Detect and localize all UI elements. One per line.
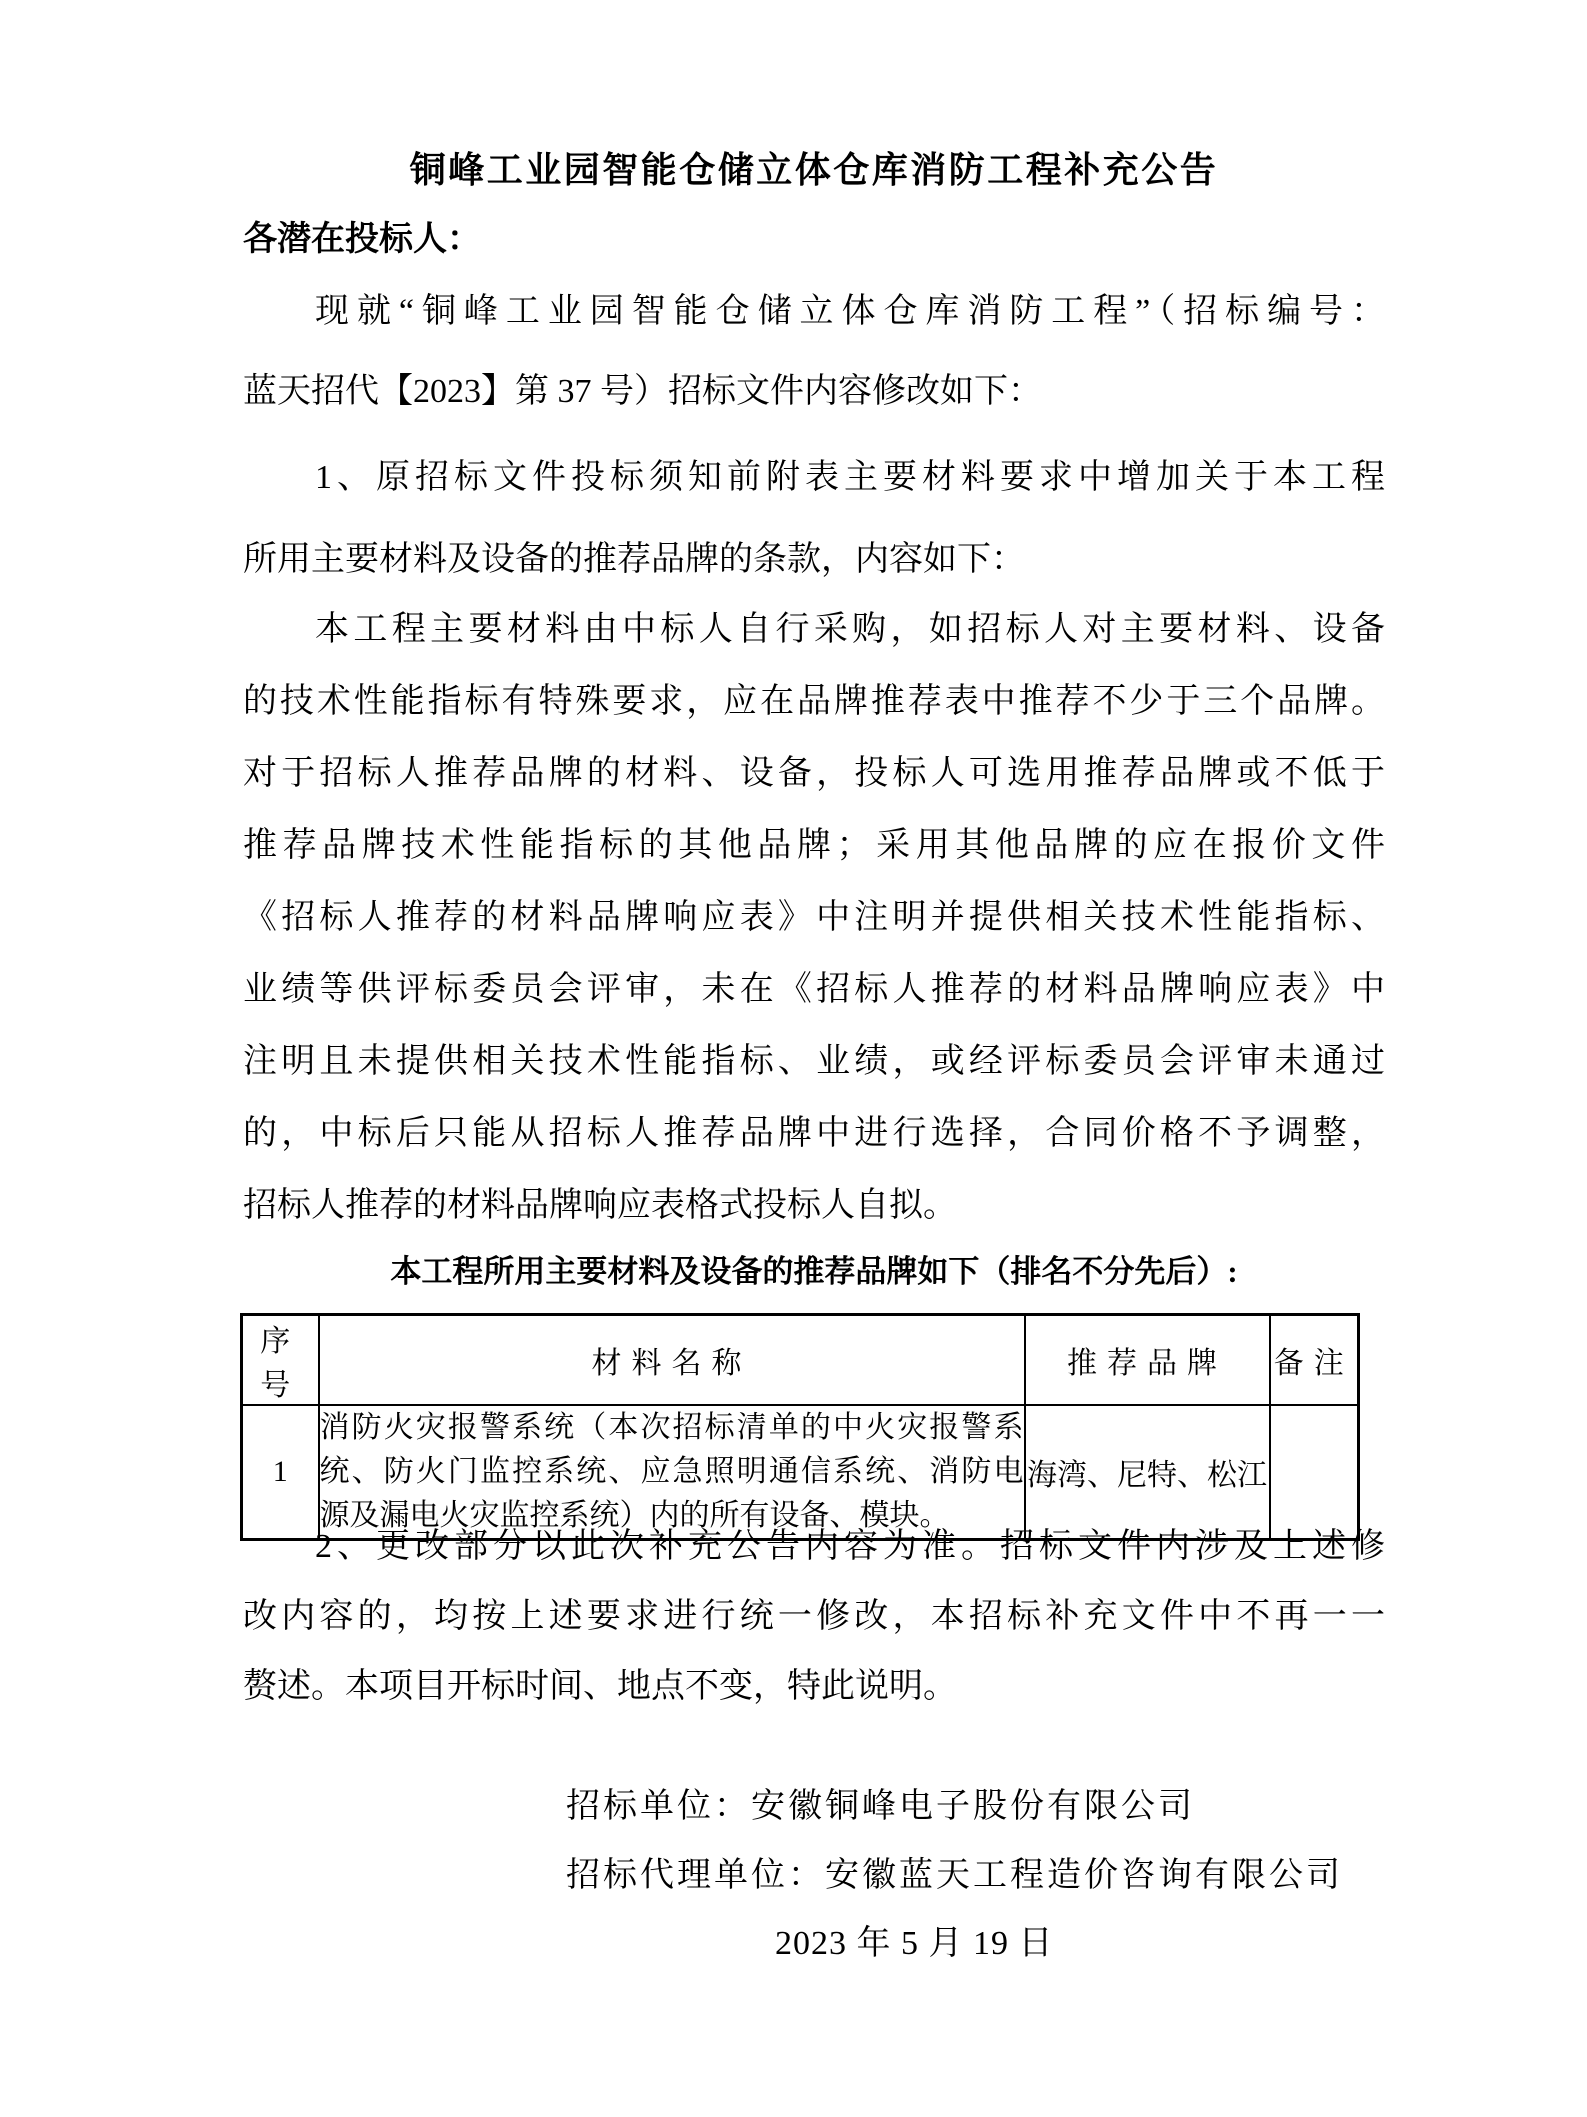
- paragraph-item2-line1: 2、更改部分以此次补充公告内容为准。招标文件内涉及上述修: [315, 1528, 1385, 1565]
- cell-brand: 海湾、尼特、松江: [1025, 1405, 1270, 1540]
- cell-material-line2: 统、防火门监控系统、应急照明通信系统、消防电: [319, 1455, 1024, 1488]
- page-title: 铜峰工业园智能仓储立体仓库消防工程补充公告: [409, 150, 1219, 190]
- paragraph-body-line3: 对于招标人推荐品牌的材料、设备，投标人可选用推荐品牌或不低于: [243, 755, 1385, 792]
- cell-material-line3: 源及漏电火灾监控系统）内的所有设备、模块。: [319, 1499, 950, 1532]
- table-header-row: [242, 1315, 1359, 1406]
- column-header-brand: 推荐品牌: [1025, 1315, 1270, 1406]
- paragraph-body: [243, 594, 1385, 1242]
- cell-material-line1: 消防火灾报警系统（本次招标清单的中火灾报警系: [319, 1411, 1024, 1444]
- paragraph-item1-line1: 1、原招标文件投标须知前附表主要材料要求中增加关于本工程: [315, 459, 1385, 496]
- recommended-brands-table: [240, 1313, 1357, 1541]
- footer-tenderer: 招标单位：安徽铜峰电子股份有限公司: [566, 1788, 1195, 1825]
- paragraph-body-line1: 本工程主要材料由中标人自行采购，如招标人对主要材料、设备: [315, 611, 1385, 648]
- footer-agency: 招标代理单位：安徽蓝天工程造价咨询有限公司: [566, 1857, 1343, 1894]
- paragraph-intro: [243, 272, 1385, 432]
- footer-date: 2023 年 5 月 19 日: [775, 1925, 1054, 1962]
- paragraph-item2: [243, 1512, 1385, 1722]
- paragraph-item2-line3: 赘述。本项目开标时间、地点不变，特此说明。: [243, 1668, 957, 1705]
- cell-serial: 1: [242, 1405, 319, 1540]
- salutation: 各潜在投标人：: [243, 221, 481, 258]
- paragraph-body-line4: 推荐品牌技术性能指标的其他品牌；采用其他品牌的应在报价文件: [243, 827, 1385, 864]
- paragraph-intro-line1: 现就“铜峰工业园智能仓储立体仓库消防工程”（招标编号：: [315, 293, 1385, 330]
- paragraph-body-line9: 招标人推荐的材料品牌响应表格式投标人自拟。: [243, 1187, 957, 1224]
- paragraph-body-line6: 业绩等供评标委员会评审，未在《招标人推荐的材料品牌响应表》中: [243, 971, 1385, 1008]
- paragraph-body-line8: 的，中标后只能从招标人推荐品牌中进行选择，合同价格不予调整，: [243, 1115, 1385, 1152]
- column-header-serial: 序号: [242, 1315, 319, 1406]
- column-header-material: 材料名称: [319, 1315, 1025, 1406]
- paragraph-body-line5: 《招标人推荐的材料品牌响应表》中注明并提供相关技术性能指标、: [243, 899, 1385, 936]
- paragraph-body-line2: 的技术性能指标有特殊要求，应在品牌推荐表中推荐不少于三个品牌。: [243, 683, 1385, 720]
- table-caption: 本工程所用主要材料及设备的推荐品牌如下（排名不分先后）:: [390, 1254, 1238, 1289]
- paragraph-intro-line2: 蓝天招代【2023】第 37 号）招标文件内容修改如下：: [243, 373, 1042, 410]
- paragraph-item2-line2: 改内容的，均按上述要求进行统一修改，本招标补充文件中不再一一: [243, 1598, 1385, 1635]
- paragraph-item1: [243, 437, 1385, 601]
- column-header-remark: 备注: [1270, 1315, 1359, 1406]
- paragraph-body-line7: 注明且未提供相关技术性能指标、业绩，或经评标委员会评审未通过: [243, 1043, 1385, 1080]
- paragraph-item1-line2: 所用主要材料及设备的推荐品牌的条款，内容如下：: [243, 541, 1025, 578]
